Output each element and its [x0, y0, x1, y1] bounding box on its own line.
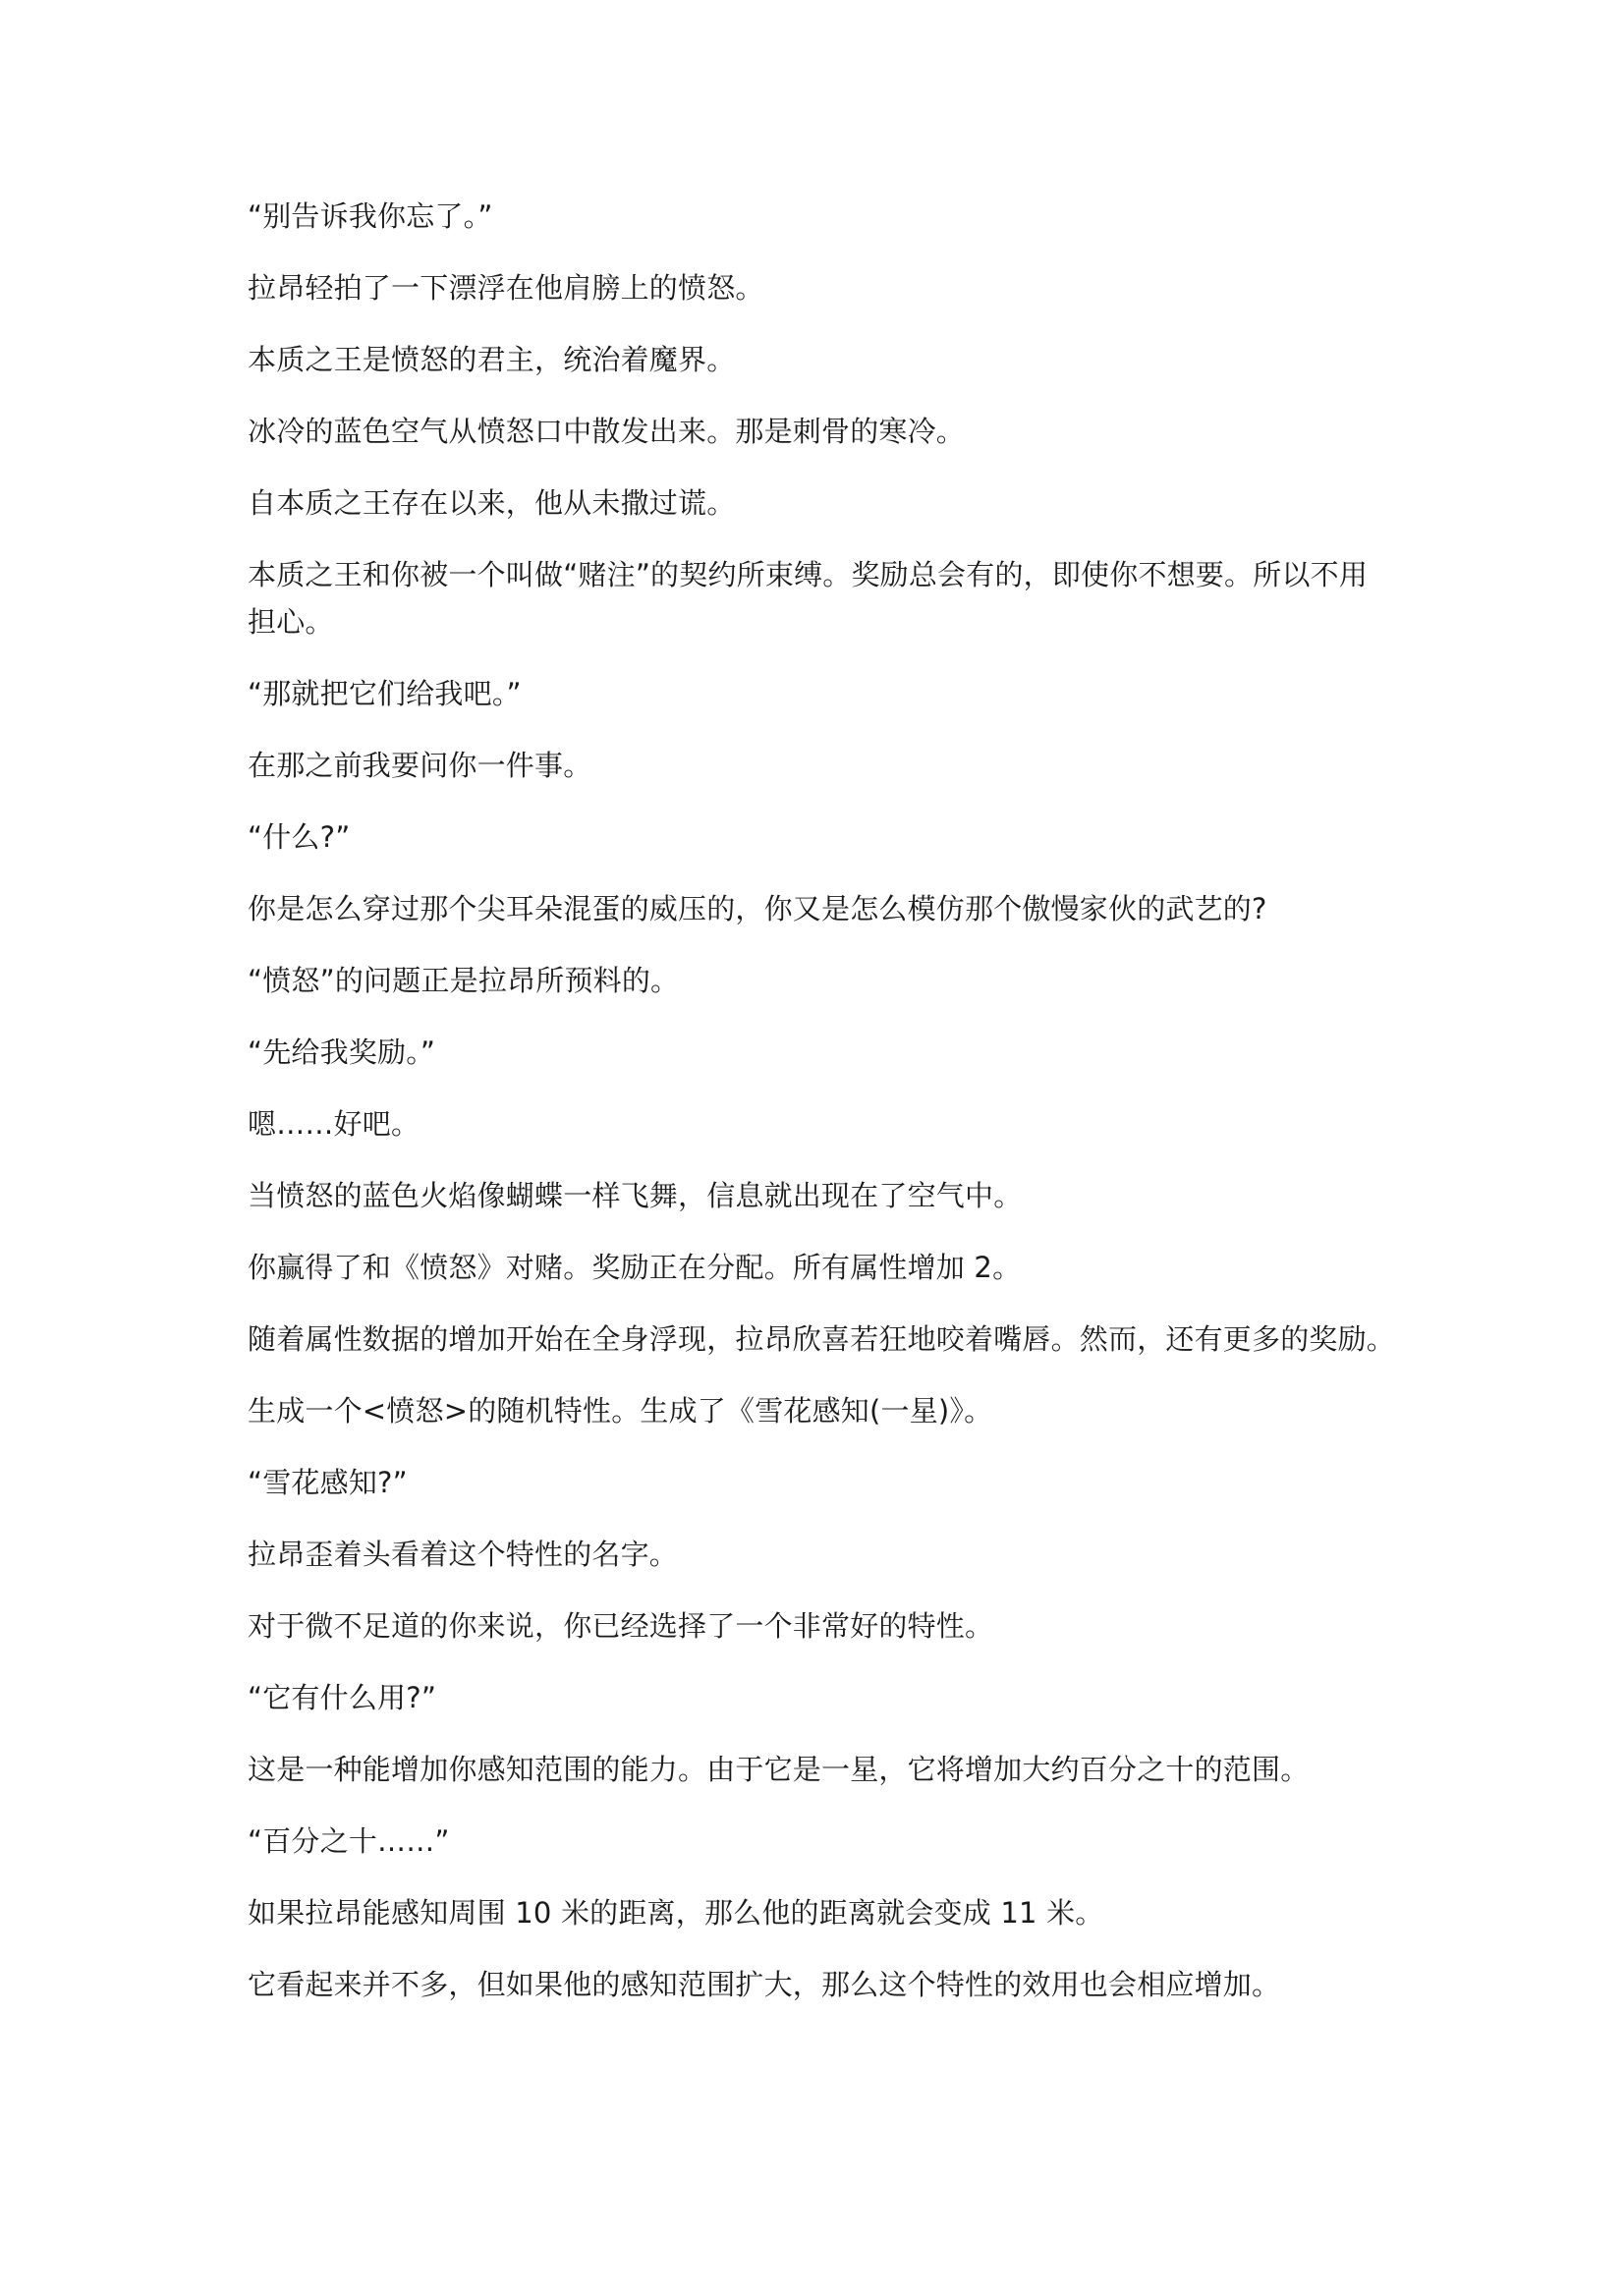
- paragraph: 生成一个<愤怒>的随机特性。生成了《雪花感知(一星)》。: [248, 1394, 993, 1428]
- paragraph: “它有什么用?”: [248, 1681, 437, 1714]
- paragraph: “百分之十……”: [248, 1824, 450, 1858]
- paragraph: 它看起来并不多，但如果他的感知范围扩大，那么这个特性的效用也会相应增加。: [248, 1968, 1281, 2001]
- paragraph: 本质之王和你被一个叫做“赌注”的契约所束缚。奖励总会有的，即使你不想要。所以不用担心。: [248, 558, 1369, 639]
- paragraph: 如果拉昂能感知周围 10 米的距离，那么他的距离就会变成 11 米。: [248, 1896, 1104, 1930]
- paragraph: “先给我奖励。”: [248, 1036, 436, 1069]
- paragraph: 当愤怒的蓝色火焰像蝴蝶一样飞舞，信息就出现在了空气中。: [248, 1179, 1023, 1212]
- paragraph: 本质之王是愤怒的君主，统治着魔界。: [248, 343, 736, 376]
- paragraph: 在那之前我要问你一件事。: [248, 749, 592, 782]
- paragraph: 自本质之王存在以来，他从未撒过谎。: [248, 486, 736, 520]
- paragraph: “那就把它们给我吧。”: [248, 677, 522, 710]
- paragraph: 冰冷的蓝色空气从愤怒口中散发出来。那是刺骨的寒冷。: [248, 415, 966, 448]
- paragraph: “别告诉我你忘了。”: [248, 199, 493, 233]
- paragraph: “什么?”: [248, 820, 351, 854]
- paragraph: “雪花感知?”: [248, 1466, 408, 1499]
- paragraph: 拉昂歪着头看着这个特性的名字。: [248, 1538, 679, 1571]
- paragraph: 嗯……好吧。: [248, 1107, 420, 1141]
- paragraph: 拉昂轻拍了一下漂浮在他肩膀上的愤怒。: [248, 271, 764, 305]
- paragraph: 你是怎么穿过那个尖耳朵混蛋的威压的，你又是怎么模仿那个傲慢家伙的武艺的?: [248, 892, 1267, 925]
- document-body: [248, 193, 1395, 2033]
- paragraph: 随着属性数据的增加开始在全身浮现，拉昂欣喜若狂地咬着嘴唇。然而，还有更多的奖励。: [248, 1322, 1396, 1356]
- paragraph: “愤怒”的问题正是拉昂所预料的。: [248, 964, 680, 997]
- paragraph: 你赢得了和《愤怒》对赌。奖励正在分配。所有属性增加 2。: [248, 1251, 1022, 1284]
- paragraph: 这是一种能增加你感知范围的能力。由于它是一星，它将增加大约百分之十的范围。: [248, 1753, 1310, 1786]
- paragraph: 对于微不足道的你来说，你已经选择了一个非常好的特性。: [248, 1609, 994, 1643]
